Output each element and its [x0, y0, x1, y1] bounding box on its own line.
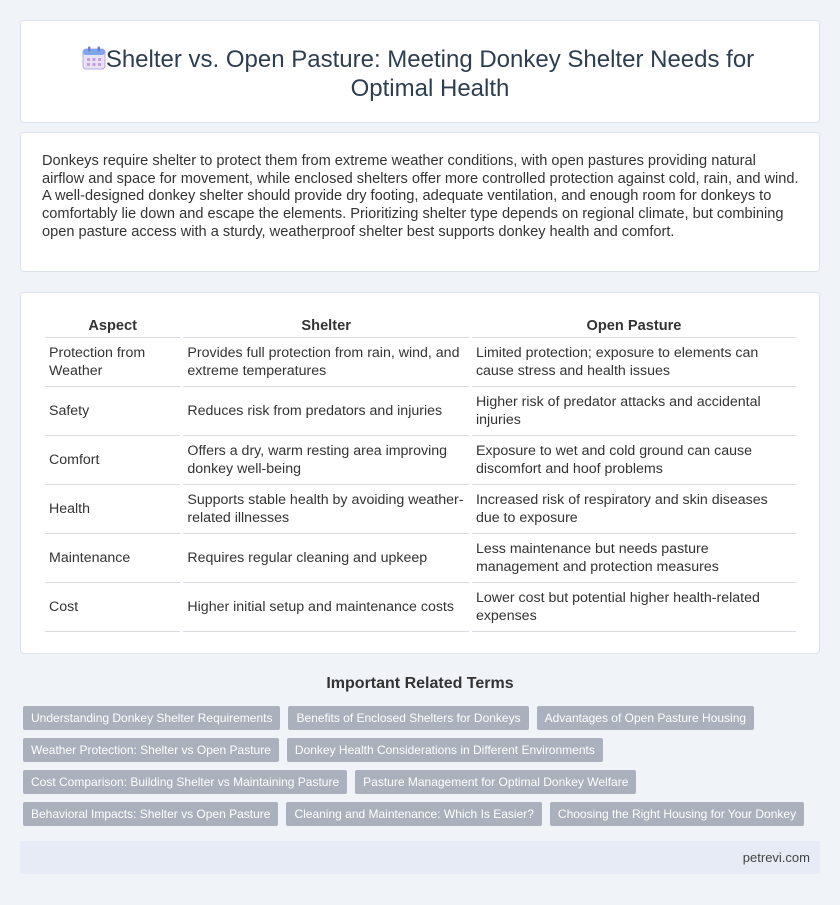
comparison-card — [20, 292, 820, 654]
cell-shelter: Reduces risk from predators and injuries — [183, 387, 469, 436]
cell-aspect: Safety — [45, 387, 180, 436]
header-aspect: Aspect — [45, 314, 180, 338]
comparison-table — [42, 314, 799, 632]
intro-paragraph: Donkeys require shelter to protect them from extreme weather conditions, with open pastures providing natural airflow and space for movement, while enclosed shelters offer more controlled protection against cold, rain, and wind. A well-designed donkey shelter should provide dry footing, adequate ventilation, and enough room for donkeys to comfortably lie down and escape the elements. Prioritizing shelter type depends on regional climate, but combining open pasture access with a sturdy, weatherproof shelter best supports donkey health and comfort. — [42, 153, 799, 240]
table-row — [45, 485, 796, 534]
tag-row — [23, 738, 813, 762]
footer — [20, 841, 820, 874]
tag-row — [23, 770, 813, 794]
table-row — [45, 338, 796, 387]
cell-open-pasture: Higher risk of predator attacks and accidental injuries — [472, 387, 796, 436]
related-terms-heading: Important Related Terms — [326, 675, 514, 692]
cell-open-pasture: Lower cost but potential higher health-related expenses — [472, 583, 796, 632]
cell-shelter: Offers a dry, warm resting area improving donkey well-being — [183, 436, 469, 485]
table-row — [45, 534, 796, 583]
cell-shelter: Supports stable health by avoiding weather-related illnesses — [183, 485, 469, 534]
related-term-tag[interactable]: Advantages of Open Pasture Housing — [537, 706, 754, 730]
related-term-tag[interactable]: Donkey Health Considerations in Different Environments — [287, 738, 603, 762]
table-row — [45, 583, 796, 632]
intro-card — [20, 132, 820, 272]
cell-shelter: Provides full protection from rain, wind, and extreme temperatures — [183, 338, 469, 387]
cell-aspect: Protection from Weather — [45, 338, 180, 387]
related-term-tag[interactable]: Cost Comparison: Building Shelter vs Maintaining Pasture — [23, 770, 347, 794]
cell-open-pasture: Limited protection; exposure to elements can cause stress and health issues — [472, 338, 796, 387]
table-row — [45, 436, 796, 485]
cell-open-pasture: Exposure to wet and cold ground can cause discomfort and hoof problems — [472, 436, 796, 485]
tag-row — [23, 802, 813, 826]
header-shelter: Shelter — [183, 314, 469, 338]
cell-open-pasture: Less maintenance but needs pasture management and protection measures — [472, 534, 796, 583]
cell-open-pasture: Increased risk of respiratory and skin diseases due to exposure — [472, 485, 796, 534]
table-row — [45, 387, 796, 436]
cell-aspect: Comfort — [45, 436, 180, 485]
header-open-pasture: Open Pasture — [472, 314, 796, 338]
related-term-tag[interactable]: Choosing the Right Housing for Your Donkey — [550, 802, 804, 826]
related-term-tag[interactable]: Behavioral Impacts: Shelter vs Open Pasture — [23, 802, 278, 826]
cell-aspect: Health — [45, 485, 180, 534]
page-title: Shelter vs. Open Pasture: Meeting Donkey Shelter Needs for Optimal Health — [105, 46, 755, 102]
footer-site-link[interactable]: petrevi.com — [742, 850, 810, 865]
related-term-tag[interactable]: Benefits of Enclosed Shelters for Donkeys — [288, 706, 528, 730]
title-card — [20, 20, 820, 123]
cell-aspect: Cost — [45, 583, 180, 632]
related-term-tag[interactable]: Pasture Management for Optimal Donkey Welfare — [355, 770, 636, 794]
related-term-tag[interactable]: Weather Protection: Shelter vs Open Pasture — [23, 738, 279, 762]
cell-shelter: Requires regular cleaning and upkeep — [183, 534, 469, 583]
cell-shelter: Higher initial setup and maintenance costs — [183, 583, 469, 632]
table-header-row — [45, 314, 796, 338]
related-term-tag[interactable]: Understanding Donkey Shelter Requirements — [23, 706, 280, 730]
related-terms-list — [23, 706, 813, 834]
cell-aspect: Maintenance — [45, 534, 180, 583]
related-term-tag[interactable]: Cleaning and Maintenance: Which Is Easier? — [286, 802, 541, 826]
tag-row — [23, 706, 813, 730]
